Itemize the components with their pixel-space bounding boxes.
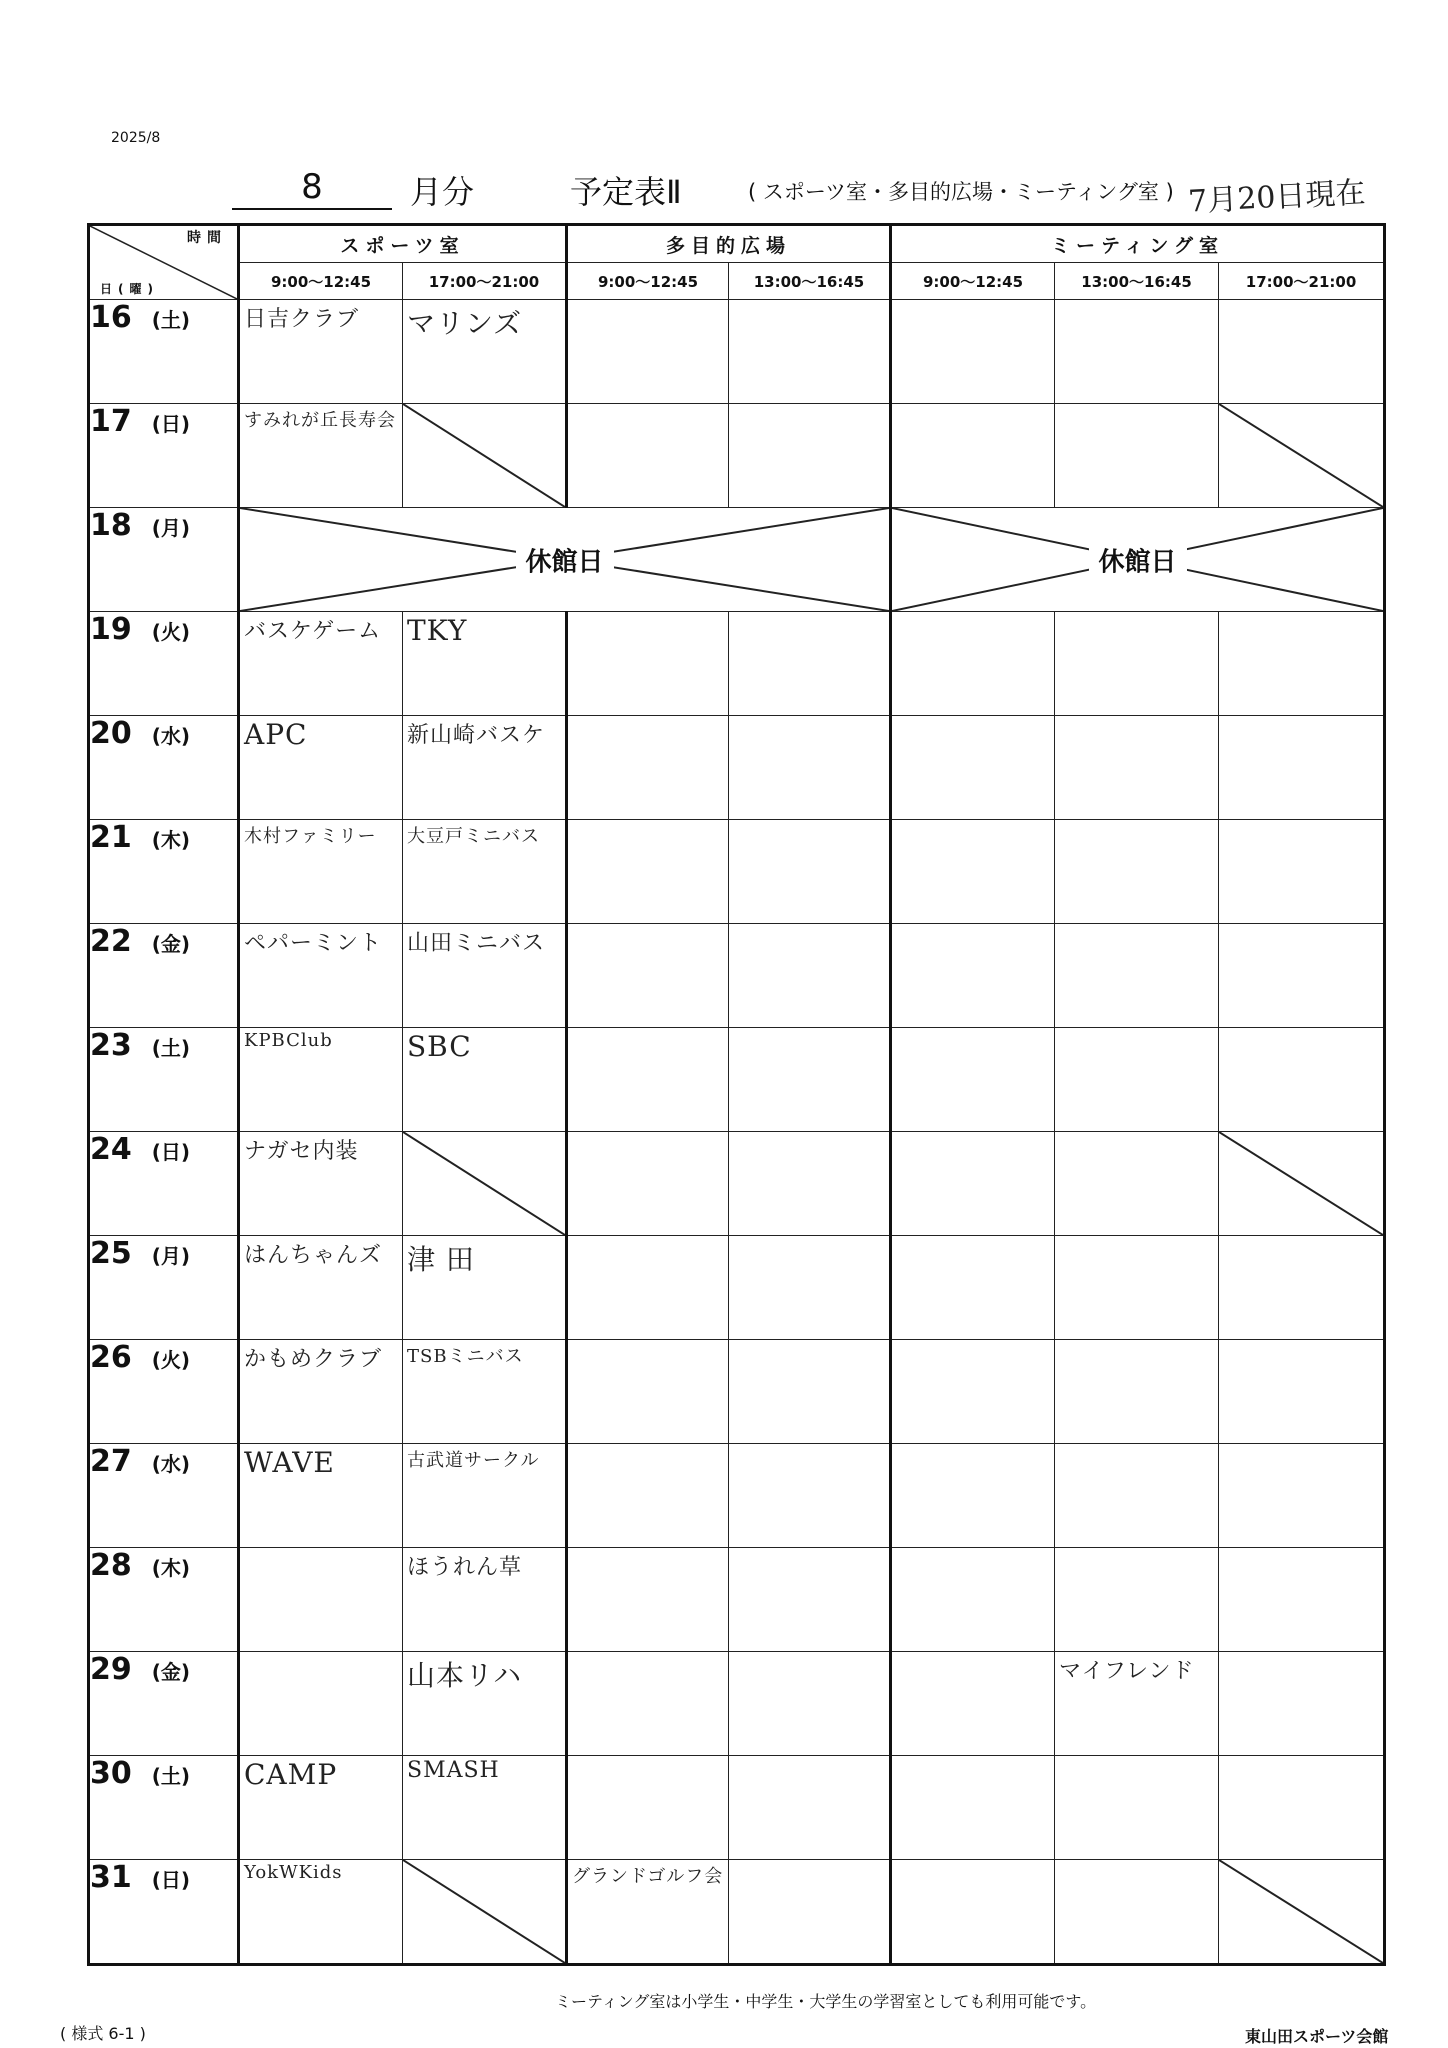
date-cell: [89, 1860, 239, 1965]
day-number: 22: [90, 924, 132, 959]
slot-cell[interactable]: [403, 1652, 567, 1756]
slot-cell[interactable]: [729, 612, 891, 716]
date-cell: [89, 1756, 239, 1860]
closed-meeting: [891, 508, 1385, 612]
slot-cell[interactable]: [1055, 1756, 1219, 1860]
booking-entry: ナガセ内装: [244, 1139, 359, 1164]
date-cell: [89, 1028, 239, 1132]
room-header-plaza: 多目的広場: [567, 225, 891, 263]
slot-cell[interactable]: [403, 1548, 567, 1652]
slot-cell[interactable]: [729, 1652, 891, 1756]
slot-cell[interactable]: [239, 612, 403, 716]
booking-entry: YokWKids: [244, 1862, 343, 1883]
schedule-title: 予定表Ⅱ: [570, 173, 682, 211]
weekday: (日): [151, 412, 191, 436]
slot-cell[interactable]: [239, 1652, 403, 1756]
slot-cell[interactable]: [1219, 820, 1385, 924]
weekday: (土): [151, 1036, 191, 1060]
slot-cell[interactable]: [239, 924, 403, 1028]
schedule-row: [89, 1028, 1385, 1132]
room-header-row: [89, 225, 1385, 263]
slot-cell[interactable]: [891, 1132, 1055, 1236]
weekday: (土): [151, 308, 191, 332]
booking-entry: マイフレンド: [1059, 1659, 1195, 1684]
slot-cell[interactable]: [891, 1340, 1055, 1444]
schedule-row: [89, 1860, 1385, 1965]
header-corner: [89, 225, 239, 300]
slot-cell[interactable]: [1219, 404, 1385, 508]
weekday: (金): [151, 1660, 191, 1684]
slot-cell[interactable]: [567, 1340, 729, 1444]
date-cell: [89, 1132, 239, 1236]
slot-cell[interactable]: [1219, 1756, 1385, 1860]
year-month-label: 2025/8: [111, 130, 161, 146]
slot-cell[interactable]: [729, 820, 891, 924]
slot-cell[interactable]: [1055, 1340, 1219, 1444]
slot-cell[interactable]: [1055, 1548, 1219, 1652]
booking-entry: 大豆戸ミニバス: [407, 826, 540, 847]
weekday: (火): [151, 620, 191, 644]
slot-cell[interactable]: [567, 612, 729, 716]
slot-cell[interactable]: [1219, 300, 1385, 404]
slot-cell[interactable]: [1055, 404, 1219, 508]
booking-entry: バスケゲーム: [244, 619, 382, 644]
slot-cell[interactable]: [1055, 820, 1219, 924]
slot-header: 17:00〜21:00: [403, 263, 567, 300]
weekday: (月): [151, 1244, 191, 1268]
slot-cell[interactable]: [403, 1028, 567, 1132]
day-number: 18: [90, 508, 132, 543]
slot-cell[interactable]: [1055, 1028, 1219, 1132]
slot-header: 13:00〜16:45: [729, 263, 891, 300]
slot-cell[interactable]: [891, 716, 1055, 820]
weekday: (木): [151, 1556, 191, 1580]
weekday: (水): [151, 724, 191, 748]
booking-entry: はんちゃんズ: [244, 1243, 383, 1268]
slot-cell[interactable]: [1219, 1444, 1385, 1548]
date-cell: [89, 1340, 239, 1444]
schedule-row: [89, 1340, 1385, 1444]
weekday: (水): [151, 1452, 191, 1476]
slot-cell[interactable]: [729, 1548, 891, 1652]
slot-cell[interactable]: [403, 820, 567, 924]
slot-cell[interactable]: [1219, 612, 1385, 716]
day-number: 24: [90, 1132, 132, 1167]
booking-entry: 津 田: [407, 1243, 475, 1276]
slot-cell[interactable]: [891, 1756, 1055, 1860]
month-underline: [232, 208, 392, 210]
slot-cell[interactable]: [567, 1548, 729, 1652]
booking-entry: マリンズ: [407, 307, 523, 340]
slot-cell[interactable]: [239, 300, 403, 404]
day-number: 29: [90, 1652, 132, 1687]
booking-entry: TKY: [407, 614, 468, 647]
slot-cell[interactable]: [403, 300, 567, 404]
slot-cell[interactable]: [1055, 612, 1219, 716]
slot-cell[interactable]: [891, 1548, 1055, 1652]
booking-entry: グランドゴルフ会: [572, 1866, 724, 1887]
schedule-row: [89, 1444, 1385, 1548]
slot-cell[interactable]: [891, 1444, 1055, 1548]
slot-cell[interactable]: [1219, 1132, 1385, 1236]
day-number: 21: [90, 820, 132, 855]
schedule-row: [89, 1756, 1385, 1860]
schedule-row: [89, 1548, 1385, 1652]
slot-header: 9:00〜12:45: [567, 263, 729, 300]
slot-cell[interactable]: [567, 1028, 729, 1132]
slot-cell[interactable]: [1219, 924, 1385, 1028]
slot-cell[interactable]: [729, 924, 891, 1028]
slot-header: 9:00〜12:45: [239, 263, 403, 300]
booking-entry: 木村ファミリー: [244, 826, 377, 847]
day-number: 30: [90, 1756, 132, 1791]
closed-sports-plaza: [239, 508, 891, 612]
slot-cell[interactable]: [729, 1756, 891, 1860]
venue-name: 東山田スポーツ会館: [1245, 2027, 1389, 2046]
day-number: 23: [90, 1028, 132, 1063]
weekday: (火): [151, 1348, 191, 1372]
schedule-row: [89, 300, 1385, 404]
slot-header: 13:00〜16:45: [1055, 263, 1219, 300]
slot-cell[interactable]: [729, 1340, 891, 1444]
slot-cell[interactable]: [567, 300, 729, 404]
slot-cell[interactable]: [729, 716, 891, 820]
schedule-row: [89, 1236, 1385, 1340]
slot-cell[interactable]: [891, 1860, 1055, 1965]
closed-day-label: 休館日: [515, 541, 613, 578]
weekday: (木): [151, 828, 191, 852]
slot-cell[interactable]: [403, 716, 567, 820]
day-number: 26: [90, 1340, 132, 1375]
slot-cell[interactable]: [567, 1132, 729, 1236]
schedule-row: [89, 924, 1385, 1028]
slot-cell[interactable]: [239, 1548, 403, 1652]
day-number: 20: [90, 716, 132, 751]
slot-cell[interactable]: [729, 1132, 891, 1236]
slot-cell[interactable]: [1055, 924, 1219, 1028]
slot-cell[interactable]: [567, 1236, 729, 1340]
slot-cell[interactable]: [239, 1028, 403, 1132]
slot-cell[interactable]: [1055, 1652, 1219, 1756]
slot-cell[interactable]: [239, 1236, 403, 1340]
slot-cell[interactable]: [403, 924, 567, 1028]
slot-cell[interactable]: [403, 1236, 567, 1340]
slot-cell[interactable]: [1055, 1860, 1219, 1965]
slot-cell[interactable]: [567, 1756, 729, 1860]
slot-cell[interactable]: [567, 404, 729, 508]
month-number: 8: [301, 167, 323, 207]
booking-entry: すみれが丘長寿会: [244, 410, 396, 431]
schedule-table: [87, 223, 1386, 1966]
unavailable-slash: [403, 1860, 565, 1963]
slot-cell[interactable]: [239, 1444, 403, 1548]
schedule-row: [89, 612, 1385, 716]
date-cell: [89, 508, 239, 612]
day-number: 25: [90, 1236, 132, 1271]
corner-day-label: 日(曜): [100, 282, 159, 296]
room-header-sports: スポーツ室: [239, 225, 567, 263]
slot-cell[interactable]: [1219, 1236, 1385, 1340]
booking-entry: SMASH: [407, 1758, 500, 1783]
slot-cell[interactable]: [1219, 1652, 1385, 1756]
slot-cell[interactable]: [239, 1132, 403, 1236]
slot-cell[interactable]: [729, 1444, 891, 1548]
slot-cell[interactable]: [403, 1444, 567, 1548]
slot-cell[interactable]: [1219, 1548, 1385, 1652]
slot-cell[interactable]: [567, 820, 729, 924]
slot-cell[interactable]: [567, 1860, 729, 1965]
slot-cell[interactable]: [891, 612, 1055, 716]
slot-cell[interactable]: [403, 1756, 567, 1860]
unavailable-slash: [1219, 404, 1383, 507]
booking-entry: CAMP: [244, 1758, 338, 1791]
weekday: (土): [151, 1764, 191, 1788]
booking-entry: SBC: [407, 1030, 472, 1063]
date-cell: [89, 612, 239, 716]
time-slot-row: [89, 263, 1385, 300]
slot-cell[interactable]: [567, 1652, 729, 1756]
date-cell: [89, 1444, 239, 1548]
booking-entry: ペパーミント: [244, 931, 383, 956]
schedule-row: [89, 404, 1385, 508]
slot-cell[interactable]: [239, 1340, 403, 1444]
schedule-row: [89, 1652, 1385, 1756]
slot-cell[interactable]: [1055, 1132, 1219, 1236]
slot-cell[interactable]: [729, 1236, 891, 1340]
slot-header: 17:00〜21:00: [1219, 263, 1385, 300]
form-number: ( 様式 6-1 ): [60, 2024, 146, 2043]
date-cell: [89, 1236, 239, 1340]
booking-entry: 日吉クラブ: [244, 307, 360, 332]
slot-cell[interactable]: [891, 404, 1055, 508]
unavailable-slash: [1219, 1860, 1383, 1963]
slot-cell[interactable]: [239, 820, 403, 924]
booking-entry: TSBミニバス: [407, 1346, 524, 1367]
booking-entry: 古武道サークル: [407, 1450, 540, 1471]
booking-entry: 新山崎バスケ: [407, 723, 546, 748]
weekday: (金): [151, 932, 191, 956]
day-number: 28: [90, 1548, 132, 1583]
date-cell: [89, 404, 239, 508]
booking-entry: 山本リハ: [407, 1659, 523, 1692]
corner-time-label: 時間: [187, 230, 227, 246]
slot-cell[interactable]: [891, 1652, 1055, 1756]
as-of-handwritten-note: 7月20日現在: [1187, 175, 1367, 220]
schedule-subtitle: ( スポーツ室・多目的広場・ミーティング室 ): [748, 180, 1174, 204]
slot-header: 9:00〜12:45: [891, 263, 1055, 300]
date-cell: [89, 716, 239, 820]
slot-cell[interactable]: [1055, 1444, 1219, 1548]
slot-cell[interactable]: [403, 612, 567, 716]
slot-cell[interactable]: [403, 1340, 567, 1444]
day-number: 31: [90, 1860, 132, 1895]
weekday: (日): [151, 1140, 191, 1164]
schedule-row: [89, 508, 1385, 612]
slot-cell[interactable]: [403, 404, 567, 508]
slot-cell[interactable]: [567, 716, 729, 820]
room-header-meeting: ミーティング室: [891, 225, 1385, 263]
weekday: (月): [151, 516, 191, 540]
slot-cell[interactable]: [729, 404, 891, 508]
booking-entry: WAVE: [244, 1446, 335, 1479]
slot-cell[interactable]: [729, 1860, 891, 1965]
schedule-row: [89, 1132, 1385, 1236]
date-cell: [89, 300, 239, 404]
slot-cell[interactable]: [729, 300, 891, 404]
schedule-row: [89, 820, 1385, 924]
slot-cell[interactable]: [239, 716, 403, 820]
unavailable-slash: [403, 404, 565, 507]
date-cell: [89, 1652, 239, 1756]
booking-entry: かもめクラブ: [244, 1347, 383, 1372]
slot-cell[interactable]: [1219, 1028, 1385, 1132]
slot-cell[interactable]: [239, 1860, 403, 1965]
slot-cell[interactable]: [239, 1756, 403, 1860]
slot-cell[interactable]: [403, 1860, 567, 1965]
slot-cell[interactable]: [1055, 716, 1219, 820]
slot-cell[interactable]: [729, 1028, 891, 1132]
unavailable-slash: [403, 1132, 565, 1235]
slot-cell[interactable]: [567, 1444, 729, 1548]
booking-entry: APC: [244, 718, 308, 751]
slot-cell[interactable]: [1219, 1860, 1385, 1965]
date-cell: [89, 924, 239, 1028]
date-cell: [89, 1548, 239, 1652]
day-number: 16: [90, 300, 132, 335]
footer-note: ミーティング室は小学生・中学生・大学生の学習室としても利用可能です。: [555, 1992, 1097, 2011]
slot-cell[interactable]: [567, 924, 729, 1028]
slot-cell[interactable]: [891, 1236, 1055, 1340]
booking-entry: KPBClub: [244, 1030, 333, 1051]
day-number: 17: [90, 404, 132, 439]
slot-cell[interactable]: [1219, 716, 1385, 820]
slot-cell[interactable]: [1219, 1340, 1385, 1444]
booking-entry: 山田ミニバス: [407, 931, 546, 956]
slot-cell[interactable]: [891, 1028, 1055, 1132]
unavailable-slash: [1219, 1132, 1383, 1235]
weekday: (日): [151, 1868, 191, 1892]
slot-cell[interactable]: [403, 1132, 567, 1236]
day-number: 27: [90, 1444, 132, 1479]
slot-cell[interactable]: [891, 820, 1055, 924]
slot-cell[interactable]: [1055, 300, 1219, 404]
month-suffix: 月分: [410, 173, 475, 211]
day-number: 19: [90, 612, 132, 647]
slot-cell[interactable]: [1055, 1236, 1219, 1340]
booking-entry: ほうれん草: [407, 1555, 523, 1580]
closed-day-label: 休館日: [1089, 541, 1187, 578]
slot-cell[interactable]: [891, 924, 1055, 1028]
slot-cell[interactable]: [239, 404, 403, 508]
slot-cell[interactable]: [891, 300, 1055, 404]
schedule-row: [89, 716, 1385, 820]
date-cell: [89, 820, 239, 924]
